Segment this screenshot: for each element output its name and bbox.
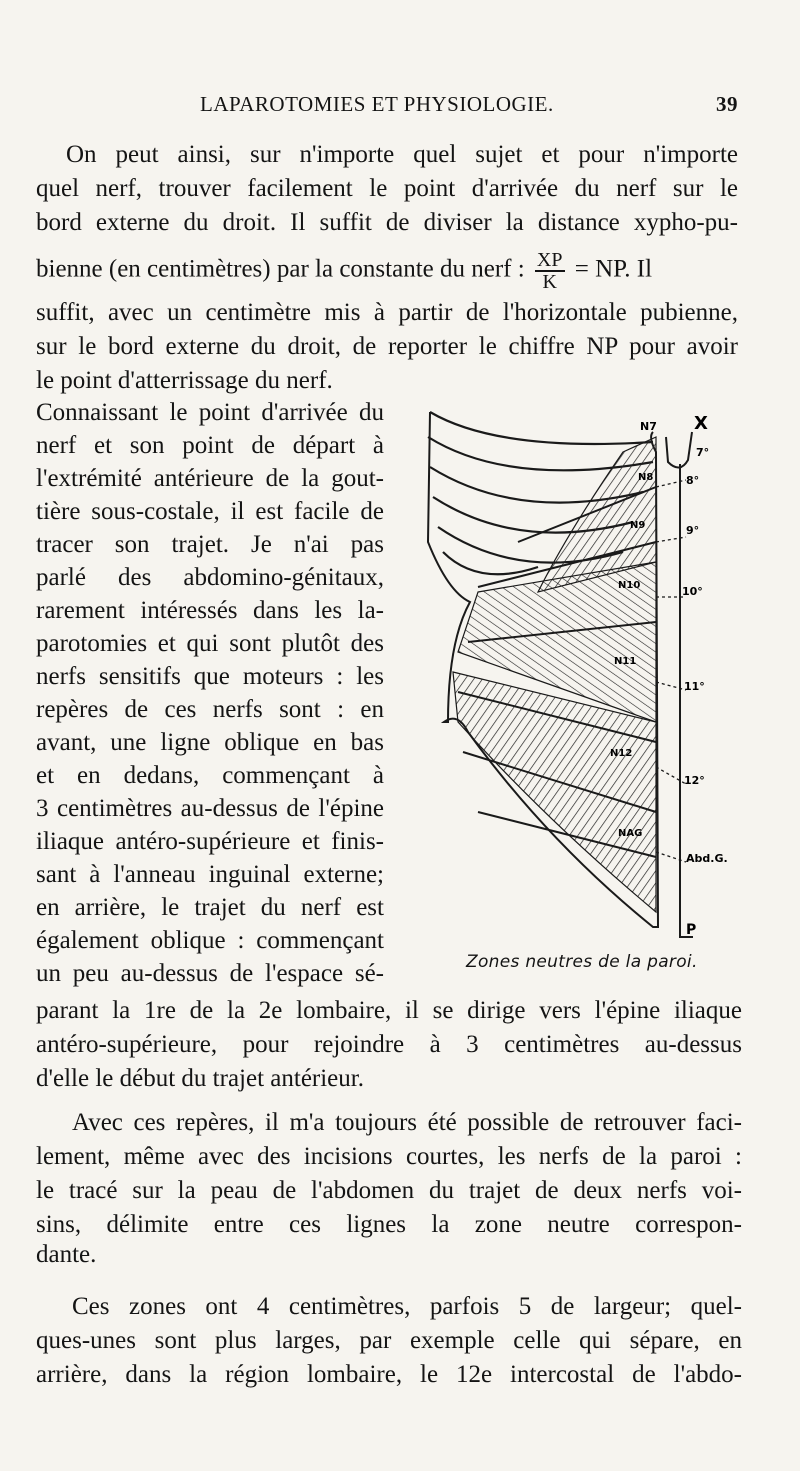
text-line: ques-unes sont plus larges, par exemple celle qui sépare, en bbox=[36, 1327, 742, 1354]
text-line: Avec ces repères, il m'a toujours été possible de retrouver faci- bbox=[72, 1109, 742, 1136]
text-line: sins, délimite entre ces lignes la zone neutre correspon- bbox=[36, 1211, 742, 1238]
text-line: nerf et son point de départ à bbox=[36, 432, 384, 459]
formula-result: = NP. Il bbox=[574, 255, 653, 283]
text-line: tracer son trajet. Je n'ai pas bbox=[36, 531, 384, 558]
text-line: parotomies et qui sont plutôt des bbox=[36, 630, 384, 657]
anatomy-figure bbox=[418, 392, 748, 952]
dotted-leaders bbox=[656, 480, 686, 862]
xiphoid-hook bbox=[666, 432, 692, 468]
text-line: arrière, dans la région lombaire, le 12e intercostal de l'abdo- bbox=[36, 1361, 742, 1388]
text-line: un peu au-dessus de l'espace sé- bbox=[36, 960, 384, 987]
text-line: nerfs sensitifs que moteurs : les bbox=[36, 663, 384, 690]
text-line: lement, même avec des incisions courtes, les nerfs de la paroi : bbox=[36, 1143, 742, 1170]
zone-label-abdg: Abd.G. bbox=[686, 852, 728, 865]
text-line: Connaissant le point d'arrivée du bbox=[36, 399, 384, 426]
text-line: et en dedans, commençant à bbox=[36, 762, 384, 789]
text-line: antéro-supérieure, pour rejoindre à 3 centimètres au-dessus bbox=[36, 1031, 742, 1058]
page-number: 39 bbox=[716, 92, 738, 116]
text-line: dante. bbox=[36, 1241, 97, 1268]
zone-label-9: 9° bbox=[686, 524, 700, 537]
text-line: repères de ces nerfs sont : en bbox=[36, 696, 384, 723]
text-line: avant, une ligne oblique en bas bbox=[36, 729, 384, 756]
label-x: X bbox=[694, 413, 708, 434]
formula-lead: bienne (en centimètres) par la constante du nerf : bbox=[36, 255, 525, 283]
nerve-label-n12: N12 bbox=[610, 748, 633, 759]
text-line: On peut ainsi, sur n'importe quel sujet et pour n'importe bbox=[66, 141, 738, 168]
text-line: Ces zones ont 4 centimètres, parfois 5 de largeur; quel- bbox=[72, 1293, 742, 1320]
text-line: également oblique : commençant bbox=[36, 927, 384, 954]
text-line: en arrière, le trajet du nerf est bbox=[36, 894, 384, 921]
nerve-label-n10: N10 bbox=[618, 580, 641, 591]
text-line: le tracé sur la peau de l'abdomen du trajet de deux nerfs voi- bbox=[36, 1177, 742, 1204]
text-line: bord externe du droit. Il suffit de diviser la distance xypho-pu- bbox=[36, 209, 738, 236]
text-line: le point d'atterrissage du nerf. bbox=[36, 367, 333, 394]
text-line: suffit, avec un centimètre mis à partir de l'horizontale pubienne, bbox=[36, 299, 738, 326]
formula-fraction bbox=[535, 250, 565, 292]
text-line: parant la 1re de la 2e lombaire, il se dirige vers l'épine iliaque bbox=[36, 997, 742, 1024]
formula-numerator: XP bbox=[536, 249, 563, 271]
text-line: d'elle le début du trajet antérieur. bbox=[36, 1065, 364, 1092]
text-line: quel nerf, trouver facilement le point d'arrivée du nerf sur le bbox=[36, 175, 738, 202]
text-line: sant à l'anneau inguinal externe; bbox=[36, 861, 384, 888]
text-line: iliaque antéro-supérieure et finis- bbox=[36, 828, 384, 855]
text-line: l'extrémité antérieure de la gout- bbox=[36, 465, 384, 492]
zone-label-11: 11° bbox=[684, 680, 705, 693]
text-line: parlé des abdomino-génitaux, bbox=[36, 564, 384, 591]
label-n7: N7 bbox=[640, 420, 657, 433]
formula-denominator: K bbox=[542, 271, 557, 293]
nerve-label-n9: N9 bbox=[630, 520, 646, 531]
nerve-label-nag: NAG bbox=[618, 828, 643, 839]
header-title: LAPAROTOMIES ET PHYSIOLOGIE. bbox=[200, 92, 554, 116]
text-line: rarement intéressés dans les la- bbox=[36, 597, 384, 624]
text-line: sur le bord externe du droit, de reporter le chiffre NP pour avoir bbox=[36, 333, 738, 360]
zone-label-8: 8° bbox=[686, 474, 700, 487]
zone-label-7: 7° bbox=[696, 446, 710, 459]
text-line bbox=[36, 249, 653, 293]
figure-caption: Zones neutres de la paroi. bbox=[466, 952, 698, 972]
nerve-label-n11: N11 bbox=[614, 656, 637, 667]
label-p: P bbox=[686, 922, 697, 938]
text-line: 3 centimètres au-dessus de l'épine bbox=[36, 795, 384, 822]
nerve-label-n8: N8 bbox=[638, 472, 654, 483]
zone-label-10: 10° bbox=[682, 585, 703, 598]
zone-label-12: 12° bbox=[684, 774, 705, 787]
text-line: tière sous-costale, il est facile de bbox=[36, 498, 384, 525]
